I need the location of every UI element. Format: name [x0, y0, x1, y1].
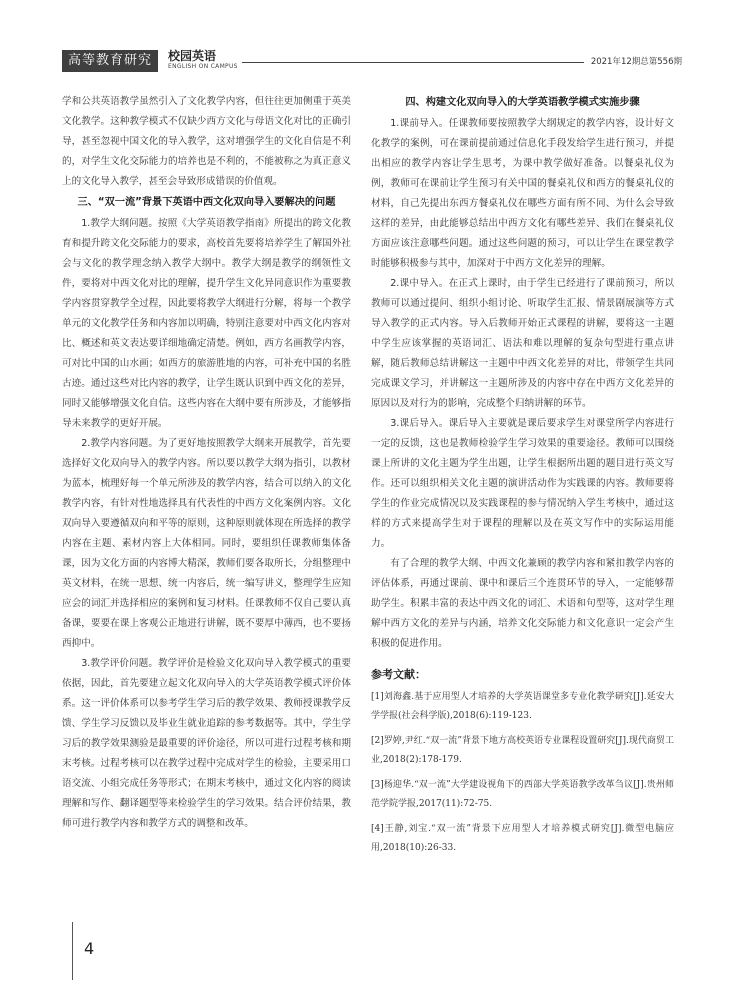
- reference-item: [2]罗婷,尹红.“双一流”背景下地方高校英语专业课程设置研究[J].现代商贸工业,2018(2):178-179.: [371, 736, 674, 765]
- section-3-paragraph-1: 1.教学大纲问题。按照《大学英语教学指南》所提出的跨文化教育和提升跨文化交际能力的要求，高校首先要将培养学生了解国外社会与文化的教学理念纳入教学大纲中。教学大纲是教学的纲领性文件，要将对中西文化对比的理解，提升学生文化异同意识作为重要教学内容贯穿教学全过程，因此要将教学大纲进行分解，将每一个教学单元的文化教学任务和内容加以明确，特别注意要对中西文化内容对比、概述和英文表达要详细地确定清楚。例如，西方名画教学内容，可对比中国的山水画；如西方的旅游胜地的内容，可补充中国的名胜古迹。通过这些对比内容的教学，让学生既认识到中西文化的差异，同时又能够增强文化自信。这些内容在大纲中要有所涉及，才能够指导未来教学的更好开展。: [62, 218, 351, 429]
- intro-paragraph: 学和公共英语教学虽然引入了文化教学内容，但往往更加侧重于英美文化教学。这种教学模式不仅缺少西方文化与母语文化对比的正确引导，甚至忽视中国文化的导入教学，这对增强学生的文化自信是不利的，对学生文化交际能力的培养也是不利的，不能被称之为真正意义上的文化导入教学，甚至会导致形成错误的价值观。: [62, 96, 351, 187]
- reference-item: [4]王静,刘宝.“双一流”背景下应用型人才培养模式研究[J].微型电脑应用,2018(10):26-33.: [371, 824, 674, 853]
- journal-logo-english: ENGLISH ON CAMPUS: [168, 63, 238, 70]
- section-3-paragraph-2: 2.教学内容问题。为了更好地按照教学大纲来开展教学，首先要选择好文化双向导入的教学内容。所以要以教学大纲为指引，以教材为蓝本，梳理好每一个单元所涉及的教学内容，结合可以纳入的文化教学内容，有针对性地选择具有代表性的中西方文化案例内容。文化双向导入要遵循双向和平等的原则，这种原则就体现在所选择的教学内容在主题、素材内容上大体相同。同时，要组织任课教师集体备课，因为文化方面的内容博大精深，教师们要各取所长，分组整理中英文材料，在统一思想、统一内容后，统一编写讲义，整理学生应知应会的词汇并选择相应的案例和复习材料。任课教师不仅自己要认真备课，要要在课上客观公正地进行讲解，既不要厚中薄西，也不要扬西抑中。: [62, 438, 351, 649]
- issue-info: 2021年12期总第556期: [590, 57, 682, 67]
- section-4-paragraph-1: 1.课前导入。任课教师要按照教学大纲规定的教学内容，设计好文化教学的案例，可在课前提前通过信息化手段发给学生进行预习，并提出相应的教学内容让学生思考，为课中教学做好准备。以餐桌礼仪为例，教师可在课前让学生预习有关中国的餐桌礼仪和西方的餐桌礼仪的材料，自己先提出东西方餐桌礼仪在哪些方面有所不同、为什么会导致这样的差异，由此能够总结出中西方文化有哪些差异、我们在餐桌礼仪方面应该注意哪些问题。通过这些问题的预习，可以让学生在课堂教学时能够积极参与其中，加深对于中西方文化差异的理解。: [371, 118, 674, 269]
- reference-item: [1]刘海鑫.基于应用型人才培养的大学英语课堂多专业化教学研究[J].延安大学学报(社会科学版),2018(6):119-123.: [371, 692, 674, 721]
- page-header: [62, 46, 682, 74]
- footer-divider: [72, 922, 73, 980]
- header-divider: [242, 62, 584, 63]
- left-column: [62, 92, 351, 834]
- section-4-heading: 四、构建文化双向导入的大学英语教学模式实施步骤: [405, 97, 640, 108]
- right-column: [371, 92, 674, 864]
- reference-item: [3]杨迎华.“双一流”大学建设视角下的西部大学英语教学改革刍议[J].贵州师范学院学报,2017(11):72-75.: [371, 780, 674, 809]
- conclusion-paragraph: 有了合理的教学大纲、中西文化兼顾的教学内容和紧扣教学内容的评估体系，再通过课前、课中和课后三个连贯环节的导入，一定能够帮助学生。积累丰富的表达中西文化的词汇、术语和句型等，这对学生理解中西方文化的差异与内涵，培养文化交际能力和文化意识一定会产生积极的促进作用。: [371, 558, 674, 649]
- section-3-paragraph-3: 3.教学评价问题。教学评价是检验文化双向导入教学模式的重要依据，因此，首先要建立起文化双向导入的大学英语教学模式评价体系。这一评价体系可以参考学生学习后的教学效果、教师授课教学反馈、学生学习反馈以及毕业生就业追踪的参考数据等。其中，学生学习后的教学效果测验是最重要的评价途径，所以可进行过程考核和期末考核。过程考核可以在教学过程中完成对学生的检验，主要采用口语交流、小组完成任务等形式；在期末考核中，通过文化内容的阅读理解和写作、翻译题型等来检验学生的学习效果。结合评价结果，教师可进行教学内容和教学方式的调整和改革。: [62, 658, 351, 829]
- section-4-paragraph-3: 3.课后导入。课后导入主要就是课后要求学生对课堂所学内容进行一定的反馈，这也是教师检验学生学习效果的重要途径。教师可以围绕课上所讲的文化主题为学生出题，让学生根据所出题的题目进行英文写作。还可以组织相关文化主题的演讲活动作为实践课的内容。教师要将学生的作业完成情况以及实践课程的参与情况纳入学生考核中，通过这样的方式来提高学生对于课程的理解以及在英文写作中的实际运用能力。: [371, 418, 674, 549]
- journal-logo: 校园英语: [168, 49, 217, 63]
- section-tag: 高等教育研究: [62, 50, 158, 72]
- section-3-heading: 三、“双一流”背景下英语中西文化双向导入要解决的问题: [77, 197, 336, 208]
- references-title: 参考文献：: [371, 668, 426, 681]
- page-number: 4: [84, 939, 95, 958]
- section-4-paragraph-2: 2.课中导入。在正式上课时，由于学生已经进行了课前预习，所以教师可以通过提问、组织小组讨论、听取学生汇报、情景剧展演等方式导入教学的正式内容。导入后教师开始正式课程的讲解，要将这一主题中学生应该掌握的英语词汇、语法和难以理解的复杂句型进行重点讲解，随后教师总结讲解这一主题中中西文化差异的对比，带领学生共同完成课文学习，并讲解这一主题所涉及的内容中存在中西方文化差异的原因以及对行为的影响，完成整个归纳讲解的环节。: [371, 278, 674, 409]
